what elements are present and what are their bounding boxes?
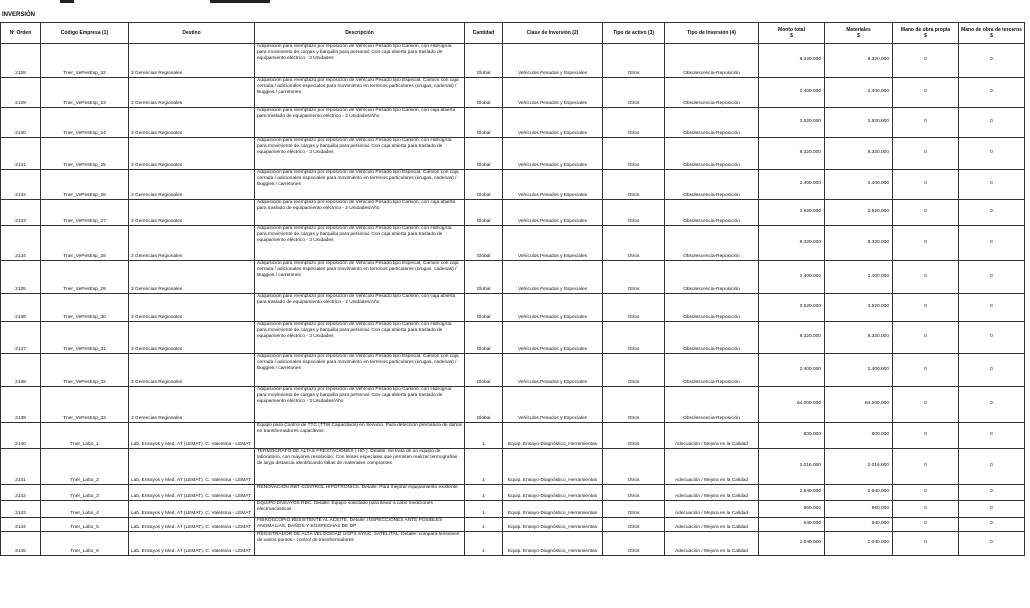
total-amount-cell: 2.400.000 bbox=[759, 354, 825, 387]
quantity-cell: Global bbox=[465, 44, 503, 78]
table-row bbox=[1, 518, 1025, 532]
total-amount-cell: 8.320.000 bbox=[759, 322, 825, 354]
description-cell: FIBROSCOPIO RESISTENTE AL ACEITE. Detalle: INSPECCIONES ANTE POSIBLES ANOMALIAS, DAÑOS Y SOSPECHAS DE DP bbox=[255, 518, 465, 532]
company-code-cell: Tner_VePesEsp_29 bbox=[41, 261, 129, 294]
total-amount-cell: 2.400.000 bbox=[759, 78, 825, 108]
quantity-cell: 1 bbox=[465, 501, 503, 518]
description-cell: Adquisición para reemplazo por reposición de Vehículo Pesado tipo Especial, Camión con caja cerrada / adicionales especiales para movimiento en terrenos particulares (orugas, cadenas) / Buggies / carretones bbox=[255, 170, 465, 200]
own-labor-cell: 0 bbox=[893, 170, 959, 200]
asset-type-cell: Otros bbox=[603, 78, 665, 108]
materials-cell: 8.320.000 bbox=[825, 138, 893, 170]
third-party-labor-cell: 0 bbox=[959, 78, 1025, 108]
description-cell: TERMOGRAFO DE ALTAS PRESTACIONES ( HD ). Detalle: Se trata de un equipo de laboratorio, con mayores resolución. Con lentes especiales que permiten realizar termografías de largo distancia identificando fallas de materiales comprantes bbox=[255, 449, 465, 485]
column-header-unit: $ bbox=[790, 33, 793, 39]
destination-cell: Lab. Ensayos y Med. AT (LEMAT). C. Valentina - LEMAT bbox=[129, 532, 255, 556]
destination-cell: Lab. Ensayos y Med. AT (LEMAT). C. Valentina - LEMAT bbox=[129, 449, 255, 485]
asset-type-cell: Otros bbox=[603, 501, 665, 518]
destination-cell: 3 Gerencias Regionales bbox=[129, 294, 255, 322]
order-number-cell: 2142 bbox=[1, 485, 41, 501]
quantity-cell: Global bbox=[465, 108, 503, 138]
column-header-label: Mano de obra propia bbox=[900, 27, 951, 33]
column-header bbox=[825, 23, 893, 44]
investment-table bbox=[0, 22, 1025, 556]
order-number-cell: 2129 bbox=[1, 78, 41, 108]
order-number-cell: 2145 bbox=[1, 532, 41, 556]
quantity-cell: Global bbox=[465, 200, 503, 226]
materials-cell: 2.400.000 bbox=[825, 78, 893, 108]
asset-type-cell: Otros bbox=[603, 294, 665, 322]
order-number-cell: 2134 bbox=[1, 226, 41, 261]
company-code-cell: Tner_VePesEsp_24 bbox=[41, 108, 129, 138]
description-cell: EQUIPO ENSAYOS RBC. Detalle: Equipo solicitado para llevar a cabo mediciones electroacústicas bbox=[255, 501, 465, 518]
own-labor-cell: 0 bbox=[893, 261, 959, 294]
investment-class-cell: Equip. Ensayo-Diagnóstico_Herramientas bbox=[503, 485, 603, 501]
order-number-cell: 2138 bbox=[1, 354, 41, 387]
column-header-label: Tipo de activo (3) bbox=[612, 30, 655, 36]
materials-cell: 2.640.000 bbox=[825, 485, 893, 501]
total-amount-cell: 3.520.000 bbox=[759, 294, 825, 322]
destination-cell: Lab. Ensayos y Med. AT (LEMAT). C. Valentina - LEMAT bbox=[129, 485, 255, 501]
investment-type-cell: Adecuación / Mejora en la Calidad bbox=[665, 532, 759, 556]
asset-type-cell: Otros bbox=[603, 423, 665, 449]
own-labor-cell: 0 bbox=[893, 485, 959, 501]
quantity-cell: 1 bbox=[465, 423, 503, 449]
column-header bbox=[759, 23, 825, 44]
quantity-cell: 1 bbox=[465, 518, 503, 532]
third-party-labor-cell: 0 bbox=[959, 518, 1025, 532]
investment-type-cell: Adecuación / Mejora en la Calidad bbox=[665, 501, 759, 518]
description-cell: Adquisición para reemplazo por reposición de Vehículo Pesado tipo Camión, con caja abierta para traslado de equipamiento eléctrico - 2 Unidades/Año bbox=[255, 294, 465, 322]
table-row bbox=[1, 449, 1025, 485]
sheet-title: INVERSIÓN bbox=[2, 12, 36, 18]
materials-cell: 64.000.000 bbox=[825, 387, 893, 423]
investment-type-cell: Obsolescencia-Reposición bbox=[665, 200, 759, 226]
third-party-labor-cell: 0 bbox=[959, 170, 1025, 200]
order-number-cell: 2144 bbox=[1, 518, 41, 532]
table-row bbox=[1, 485, 1025, 501]
investment-type-cell: Adecuación / Mejora en la Calidad bbox=[665, 423, 759, 449]
materials-cell: 1.040.000 bbox=[825, 532, 893, 556]
total-amount-cell: 3.520.000 bbox=[759, 108, 825, 138]
materials-cell: 640.000 bbox=[825, 518, 893, 532]
third-party-labor-cell: 0 bbox=[959, 449, 1025, 485]
total-amount-cell: 64.000.000 bbox=[759, 387, 825, 423]
column-header-label: Materiales bbox=[846, 27, 871, 33]
description-cell: Adquisición para reemplazo por reposición de Vehículo Pesado tipo Especial, Camión con caja cerrada / adicionales especiales para movimiento en terrenos particulares (orugas, cadenas) / Buggies / carretones bbox=[255, 78, 465, 108]
total-amount-cell: 3.520.000 bbox=[759, 200, 825, 226]
description-cell: Adquisición para reemplazo por reposición de Vehículo Pesado tipo Camión, con Hidrogrua para movimiento de cargas y barquilla para personal. Con caja abierta para traslado de equipamiento eléctrico - 3 Unidades bbox=[255, 138, 465, 170]
asset-type-cell: Otros bbox=[603, 518, 665, 532]
asset-type-cell: Otros bbox=[603, 354, 665, 387]
third-party-labor-cell: 0 bbox=[959, 387, 1025, 423]
company-code-cell: Tner_Labo_3 bbox=[41, 485, 129, 501]
table-header bbox=[1, 23, 1025, 44]
investment-type-cell: Obsolescencia-Reposición bbox=[665, 108, 759, 138]
table-row bbox=[1, 226, 1025, 261]
description-cell: Adquisición para reemplazo por reposición de Vehículo Pesado tipo Especial, Camión con caja cerrada / adicionales especiales para movimiento en terrenos particulares (orugas, cadenas) / Buggies / carretones bbox=[255, 354, 465, 387]
quantity-cell: Global bbox=[465, 294, 503, 322]
third-party-labor-cell: 0 bbox=[959, 501, 1025, 518]
quantity-cell: Global bbox=[465, 226, 503, 261]
column-header bbox=[41, 23, 129, 44]
investment-class-cell: Vehículos Pesados y Especiales bbox=[503, 322, 603, 354]
total-amount-cell: 8.320.000 bbox=[759, 226, 825, 261]
own-labor-cell: 0 bbox=[893, 532, 959, 556]
investment-type-cell: Adecuación / Mejora en la Calidad bbox=[665, 449, 759, 485]
total-amount-cell: 8.320.000 bbox=[759, 138, 825, 170]
company-code-cell: Tner_VePesEsp_22 bbox=[41, 44, 129, 78]
asset-type-cell: Otros bbox=[603, 44, 665, 78]
company-code-cell: Tner_VePesEsp_23 bbox=[41, 78, 129, 108]
investment-class-cell: Vehículos Pesados y Especiales bbox=[503, 261, 603, 294]
investment-class-cell: Equip. Ensayo-Diagnóstico_Herramientas bbox=[503, 423, 603, 449]
column-header-label: Tipo de Inversión (4) bbox=[687, 30, 736, 36]
investment-class-cell: Vehículos Pesados y Especiales bbox=[503, 200, 603, 226]
table-row bbox=[1, 423, 1025, 449]
investment-class-cell: Vehículos Pesados y Especiales bbox=[503, 170, 603, 200]
column-header-unit: $ bbox=[990, 33, 993, 39]
scan-mark bbox=[210, 0, 270, 3]
total-amount-cell: 2.016.000 bbox=[759, 449, 825, 485]
destination-cell: 3 Gerencias Regionales bbox=[129, 354, 255, 387]
investment-class-cell: Equip. Ensayo-Diagnóstico_Herramientas bbox=[503, 449, 603, 485]
investment-type-cell: Obsolescencia-Reposición bbox=[665, 322, 759, 354]
own-labor-cell: 0 bbox=[893, 44, 959, 78]
investment-class-cell: Equip. Ensayo-Diagnóstico_Herramientas bbox=[503, 532, 603, 556]
third-party-labor-cell: 0 bbox=[959, 138, 1025, 170]
destination-cell: 3 Gerencias Regionales bbox=[129, 261, 255, 294]
description-cell: RENOVACION RBT CONTROL HIPOTRONICS. Detalle: Para mejorar equipamiento existente bbox=[255, 485, 465, 501]
column-header-label: Destino bbox=[182, 30, 201, 36]
total-amount-cell: 960.000 bbox=[759, 501, 825, 518]
asset-type-cell: Otros bbox=[603, 226, 665, 261]
third-party-labor-cell: 0 bbox=[959, 261, 1025, 294]
own-labor-cell: 0 bbox=[893, 200, 959, 226]
table-row bbox=[1, 322, 1025, 354]
third-party-labor-cell: 0 bbox=[959, 226, 1025, 261]
total-amount-cell: 8.320.000 bbox=[759, 44, 825, 78]
own-labor-cell: 0 bbox=[893, 294, 959, 322]
column-header bbox=[129, 23, 255, 44]
third-party-labor-cell: 0 bbox=[959, 108, 1025, 138]
destination-cell: 3 Gerencias Regionales bbox=[129, 200, 255, 226]
table-row bbox=[1, 108, 1025, 138]
investment-type-cell: Adecuación / Mejora en la Calidad bbox=[665, 518, 759, 532]
investment-class-cell: Equip. Ensayo-Diagnóstico_Herramientas bbox=[503, 501, 603, 518]
destination-cell: 3 Gerencias Regionales bbox=[129, 108, 255, 138]
order-number-cell: 2141 bbox=[1, 449, 41, 485]
quantity-cell: Global bbox=[465, 261, 503, 294]
own-labor-cell: 0 bbox=[893, 518, 959, 532]
column-header-unit: $ bbox=[924, 33, 927, 39]
company-code-cell: Tner_VePesEsp_25 bbox=[41, 138, 129, 170]
column-header-label: Descripción bbox=[345, 30, 374, 36]
company-code-cell: Tner_Labo_2 bbox=[41, 449, 129, 485]
table-body bbox=[1, 44, 1025, 556]
third-party-labor-cell: 0 bbox=[959, 200, 1025, 226]
order-number-cell: 2131 bbox=[1, 138, 41, 170]
company-code-cell: Tner_VePesEsp_28 bbox=[41, 226, 129, 261]
column-header bbox=[503, 23, 603, 44]
table-row bbox=[1, 501, 1025, 518]
table-row bbox=[1, 170, 1025, 200]
investment-type-cell: Obsolescencia-Reposición bbox=[665, 226, 759, 261]
own-labor-cell: 0 bbox=[893, 423, 959, 449]
destination-cell: 3 Gerencias Regionales bbox=[129, 322, 255, 354]
column-header bbox=[603, 23, 665, 44]
destination-cell: 3 Gerencias Regionales bbox=[129, 44, 255, 78]
column-header bbox=[255, 23, 465, 44]
order-number-cell: 2133 bbox=[1, 200, 41, 226]
company-code-cell: Tner_Labo_5 bbox=[41, 518, 129, 532]
third-party-labor-cell: 0 bbox=[959, 294, 1025, 322]
third-party-labor-cell: 0 bbox=[959, 485, 1025, 501]
destination-cell: 3 Gerencias Regionales bbox=[129, 138, 255, 170]
column-header-label: Nº Orden bbox=[9, 30, 32, 36]
materials-cell: 800.000 bbox=[825, 423, 893, 449]
company-code-cell: Tner_VePesEsp_30 bbox=[41, 294, 129, 322]
investment-type-cell: Obsolescencia-Reposición bbox=[665, 170, 759, 200]
own-labor-cell: 0 bbox=[893, 501, 959, 518]
quantity-cell: 1 bbox=[465, 485, 503, 501]
investment-class-cell: Vehículos Pesados y Especiales bbox=[503, 387, 603, 423]
company-code-cell: Tner_VePesEsp_26 bbox=[41, 170, 129, 200]
table-row bbox=[1, 532, 1025, 556]
column-header-unit: $ bbox=[857, 33, 860, 39]
table-row bbox=[1, 387, 1025, 423]
table-row bbox=[1, 294, 1025, 322]
description-cell: Adquisición para reemplazo por reposición de Vehículo Pesado tipo Camión, con Hidrogrua para movimiento de cargas y barquilla para personal. Con caja abierta para traslado de equipamiento eléctrico - 3 Unidades bbox=[255, 226, 465, 261]
table-row bbox=[1, 261, 1025, 294]
quantity-cell: Global bbox=[465, 322, 503, 354]
scan-mark bbox=[60, 0, 74, 3]
materials-cell: 2.016.000 bbox=[825, 449, 893, 485]
quantity-cell: Global bbox=[465, 354, 503, 387]
asset-type-cell: Otros bbox=[603, 170, 665, 200]
company-code-cell: Tner_Labo_1 bbox=[41, 423, 129, 449]
total-amount-cell: 2.640.000 bbox=[759, 485, 825, 501]
quantity-cell: Global bbox=[465, 387, 503, 423]
investment-type-cell: Obsolescencia-Reposición bbox=[665, 44, 759, 78]
own-labor-cell: 0 bbox=[893, 78, 959, 108]
own-labor-cell: 0 bbox=[893, 354, 959, 387]
asset-type-cell: Otros bbox=[603, 261, 665, 294]
quantity-cell: 1 bbox=[465, 449, 503, 485]
total-amount-cell: 800.000 bbox=[759, 423, 825, 449]
table-row bbox=[1, 354, 1025, 387]
destination-cell: Lab. Ensayos y Med. AT (LEMAT). C. Valentina - LEMAT bbox=[129, 501, 255, 518]
table-row bbox=[1, 78, 1025, 108]
investment-type-cell: Obsolescencia-Reposición bbox=[665, 78, 759, 108]
destination-cell: 3 Gerencias Regionales bbox=[129, 78, 255, 108]
third-party-labor-cell: 0 bbox=[959, 532, 1025, 556]
description-cell: Equipo para Control de TTC (TTW Capacitivos) en Servicio. Para detección prematura de daños en transformadores capacitivos bbox=[255, 423, 465, 449]
investment-class-cell: Vehículos Pesados y Especiales bbox=[503, 78, 603, 108]
asset-type-cell: Otros bbox=[603, 387, 665, 423]
description-cell: Adquisición para reemplazo por reposición de Vehículo Pesado tipo Especial, Camión con caja cerrada / adicionales especiales para movimiento en terrenos particulares (orugas, cadenas) / Buggies / carretones bbox=[255, 261, 465, 294]
order-number-cell: 2137 bbox=[1, 322, 41, 354]
investment-type-cell: Obsolescencia-Reposición bbox=[665, 294, 759, 322]
company-code-cell: Tner_VePesEsp_27 bbox=[41, 200, 129, 226]
investment-type-cell: Obsolescencia-Reposición bbox=[665, 354, 759, 387]
asset-type-cell: Otros bbox=[603, 200, 665, 226]
investment-class-cell: Vehículos Pesados y Especiales bbox=[503, 226, 603, 261]
column-header bbox=[665, 23, 759, 44]
materials-cell: 2.400.000 bbox=[825, 170, 893, 200]
materials-cell: 3.520.000 bbox=[825, 294, 893, 322]
destination-cell: Lab. Ensayos y Med. AT (LEMAT). C. Valentina - LEMAT bbox=[129, 518, 255, 532]
description-cell: Adquisición para reemplazo por reposición de Vehículo Pesado tipo Camión, con Hidrogrua para movimiento de cargas y barquilla para personal. Con caja abierta para traslado de equipamiento eléctrico - 3 Unidades bbox=[255, 322, 465, 354]
asset-type-cell: Otros bbox=[603, 108, 665, 138]
column-header-label: Clase de Inversión (2) bbox=[526, 30, 579, 36]
materials-cell: 960.000 bbox=[825, 501, 893, 518]
materials-cell: 8.320.000 bbox=[825, 322, 893, 354]
investment-class-cell: Vehículos Pesados y Especiales bbox=[503, 44, 603, 78]
order-number-cell: 2140 bbox=[1, 423, 41, 449]
total-amount-cell: 1.040.000 bbox=[759, 532, 825, 556]
asset-type-cell: Otros bbox=[603, 138, 665, 170]
order-number-cell: 2136 bbox=[1, 294, 41, 322]
total-amount-cell: 2.400.000 bbox=[759, 170, 825, 200]
table-row bbox=[1, 200, 1025, 226]
own-labor-cell: 0 bbox=[893, 138, 959, 170]
materials-cell: 3.520.000 bbox=[825, 108, 893, 138]
own-labor-cell: 0 bbox=[893, 108, 959, 138]
materials-cell: 8.320.000 bbox=[825, 44, 893, 78]
order-number-cell: 2135 bbox=[1, 261, 41, 294]
order-number-cell: 2139 bbox=[1, 387, 41, 423]
description-cell: Adquisición para reemplazo por reposición de Vehículo Pesado tipo Camión, con caja abierta para traslado de equipamiento eléctrico - 2 Unidades/Año bbox=[255, 200, 465, 226]
asset-type-cell: Otros bbox=[603, 322, 665, 354]
company-code-cell: Tner_VePesEsp_33 bbox=[41, 387, 129, 423]
materials-cell: 2.400.000 bbox=[825, 261, 893, 294]
company-code-cell: Tner_Labo_4 bbox=[41, 501, 129, 518]
destination-cell: Lab. Ensayos y Med. AT (LEMAT). C. Valentina - LEMAT bbox=[129, 423, 255, 449]
order-number-cell: 2130 bbox=[1, 108, 41, 138]
company-code-cell: Tner_VePesEsp_32 bbox=[41, 354, 129, 387]
description-cell: REGISTRADOR DE ALTA VELOCIDAD c/GPS SYNC. SATELITAL. Detalle: compara tensiones de varios puntos - control de transformadores bbox=[255, 532, 465, 556]
investment-class-cell: Equip. Ensayo-Diagnóstico_Herramientas bbox=[503, 518, 603, 532]
table-row bbox=[1, 44, 1025, 78]
table-row bbox=[1, 138, 1025, 170]
order-number-cell: 2128 bbox=[1, 44, 41, 78]
column-header bbox=[1, 23, 41, 44]
third-party-labor-cell: 0 bbox=[959, 423, 1025, 449]
company-code-cell: Tner_Labo_6 bbox=[41, 532, 129, 556]
column-header-label: Monto total bbox=[778, 27, 805, 33]
order-number-cell: 2143 bbox=[1, 501, 41, 518]
investment-type-cell: Obsolescencia-Reposición bbox=[665, 387, 759, 423]
third-party-labor-cell: 0 bbox=[959, 354, 1025, 387]
company-code-cell: Tner_VePesEsp_31 bbox=[41, 322, 129, 354]
third-party-labor-cell: 0 bbox=[959, 44, 1025, 78]
own-labor-cell: 0 bbox=[893, 322, 959, 354]
third-party-labor-cell: 0 bbox=[959, 322, 1025, 354]
investment-type-cell: Adecuación / Mejora en la Calidad bbox=[665, 485, 759, 501]
order-number-cell: 2132 bbox=[1, 170, 41, 200]
column-header-label: Código Empresa (1) bbox=[60, 30, 109, 36]
quantity-cell: Global bbox=[465, 78, 503, 108]
own-labor-cell: 0 bbox=[893, 226, 959, 261]
materials-cell: 8.320.000 bbox=[825, 226, 893, 261]
asset-type-cell: Otros bbox=[603, 449, 665, 485]
total-amount-cell: 2.400.000 bbox=[759, 261, 825, 294]
quantity-cell: Global bbox=[465, 138, 503, 170]
header-row bbox=[1, 23, 1025, 44]
column-header-label: Cantidad bbox=[472, 30, 495, 36]
description-cell: Adquisición para reemplazo por reposición de Vehículo Pesado tipo Camión, con Hidrogrua para movimiento de cargas y barquilla para personal. Con caja abierta para traslado de equipamiento eléctrico - 3 Unidades/Año bbox=[255, 387, 465, 423]
column-header bbox=[465, 23, 503, 44]
column-header-label: Mano de obra de terceros bbox=[961, 27, 1022, 33]
investment-type-cell: Obsolescencia-Reposición bbox=[665, 138, 759, 170]
own-labor-cell: 0 bbox=[893, 387, 959, 423]
destination-cell: 3 Gerencias Regionales bbox=[129, 387, 255, 423]
investment-class-cell: Vehículos Pesados y Especiales bbox=[503, 108, 603, 138]
column-header bbox=[893, 23, 959, 44]
investment-class-cell: Vehículos Pesados y Especiales bbox=[503, 294, 603, 322]
column-header bbox=[959, 23, 1025, 44]
description-cell: Adquisición para reemplazo por reposición de Vehículo Pesado tipo Camión, con Hidrogrua para movimiento de cargas y barquilla para personal. Con caja abierta para traslado de equipamiento eléctrico - 3 Unidades bbox=[255, 44, 465, 78]
quantity-cell: Global bbox=[465, 170, 503, 200]
investment-class-cell: Vehículos Pesados y Especiales bbox=[503, 354, 603, 387]
destination-cell: 3 Gerencias Regionales bbox=[129, 226, 255, 261]
total-amount-cell: 640.000 bbox=[759, 518, 825, 532]
asset-type-cell: Otros bbox=[603, 532, 665, 556]
materials-cell: 2.400.000 bbox=[825, 354, 893, 387]
materials-cell: 3.520.000 bbox=[825, 200, 893, 226]
description-cell: Adquisición para reemplazo por reposición de Vehículo Pesado tipo Camión, con caja abierta para traslado de equipamiento eléctrico - 2 Unidades/Año bbox=[255, 108, 465, 138]
own-labor-cell: 0 bbox=[893, 449, 959, 485]
investment-class-cell: Vehículos Pesados y Especiales bbox=[503, 138, 603, 170]
destination-cell: 3 Gerencias Regionales bbox=[129, 170, 255, 200]
investment-type-cell: Obsolescencia-Reposición bbox=[665, 261, 759, 294]
quantity-cell: 1 bbox=[465, 532, 503, 556]
asset-type-cell: Otros bbox=[603, 485, 665, 501]
